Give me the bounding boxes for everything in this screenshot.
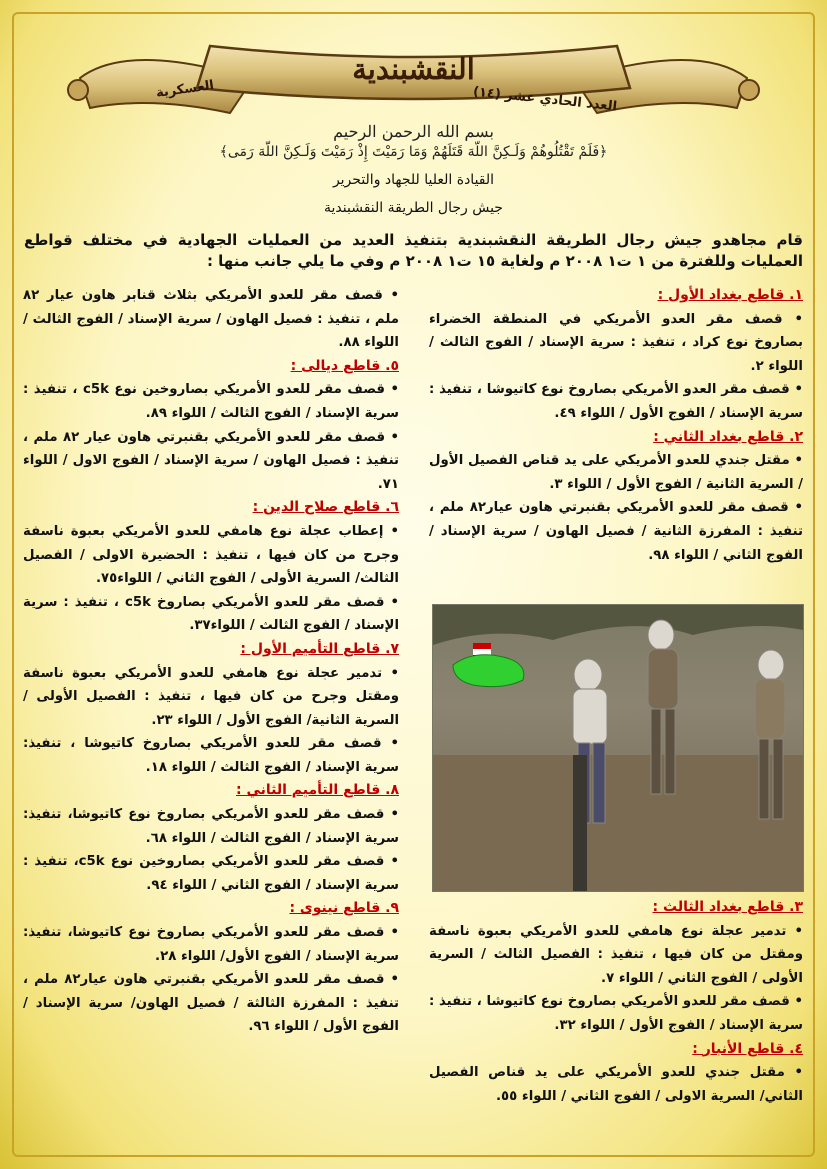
section-title: ١. قاطع بغداد الأول : [657, 287, 803, 303]
operation-item: • قصف مقر للعدو الأمريكي بصاروخين نوع c5k ، تنفيذ : سرية الإسناد / الفوج الثالث / اللواء ٨٩. [23, 378, 399, 425]
section-title: ٤. قاطع الأنبار : [692, 1040, 803, 1057]
operation-item: • قصف مقر للعدو الأمريكي بقنبرتي هاون عيار ٨٢ ملم ، تنفيذ : فصيل الهاون / سرية الإسناد / الفوج الاول / اللواء ٧١. [23, 426, 399, 497]
right-column [429, 284, 803, 567]
operation-item: • قصف مقر للعدو الأمريكي بثلاث قنابر هاون عيار ٨٢ ملم ، تنفيذ : فصيل الهاون / سرية الإسناد / الفوج الثالث / اللواء ٨٨. [23, 284, 399, 355]
basmala: بسم الله الرحمن الرحيم [333, 122, 494, 141]
operation-item: • قصف مقر للعدو الأمريكي بصاروخ نوع كاتيوشا، تنفيذ: سرية الإسناد / الفوج الثالث / اللواء ٦٨. [23, 803, 399, 850]
left-column [23, 284, 399, 1039]
operation-item: • إعطاب عجلة نوع هامفي للعدو الأمريكي بعبوة ناسفة وجرح من كان فيها ، تنفيذ : الحضيرة الاولى / الفصيل الثالث/ السرية الأولى / الفوج الثاني / اللواء٧٥. [23, 520, 399, 591]
operation-item: • قصف مقر للعدو الأمريكي بصاروخ نوع كاتيوشا، تنفيذ: سرية الإسناد / الفوج الأول/ اللواء ٢٨. [23, 921, 399, 968]
issue-number: العدد الحادي عشر (١٤) [472, 84, 618, 115]
operation-item: • قصف مقر للعدو الأمريكي بصاروخ نوع كاتيوشا ، تنفيذ : سرية الإسناد / الفوج الأول / اللواء ٣٢. [429, 990, 803, 1037]
intro-paragraph: قام مجاهدو جيش رجال الطريقة النقشبندية بتنفيذ العديد من العمليات الجهادية في مختلف قواطع العمليات وللفترة من ١ ت١ ٢٠٠٨ م ولغاية ١٥ ت١ ٢٠٠٨ م وفي ما يلي جانب منها : [24, 231, 803, 270]
section-title: ٥. قاطع ديالى : [290, 357, 399, 374]
operation-item: • قصف مقر العدو الأمريكي في المنطقة الخضراء بصاروخ نوع كراد ، تنفيذ : سرية الإسناد / الفوج الثالث / اللواء ٢. [429, 308, 803, 379]
operation-item: • مقتل جندي للعدو الأمريكي على يد قناص الفصيل الثاني/ السرية الاولى / الفوج الثاني / اللواء ٥٥. [429, 1061, 803, 1108]
operation-item: • تدمير عجلة نوع هامفي للعدو الأمريكي بعبوة ناسفة ومقتل من كان فيها ، تنفيذ : الفصيل الثالث / السرية الأولى / الفوج الثاني / اللواء ٧. [429, 920, 803, 991]
photo-illustration [433, 605, 803, 891]
operation-item: • مقتل جندي للعدو الأمريكي على يد قناص الفصيل الأول / السرية الثانية / الفوج الأول / اللواء ٣. [429, 449, 803, 496]
right-column-bottom [429, 896, 803, 1108]
operation-item: • قصف مقر العدو الأمريكي بصاروخ نوع كاتيوشا ، تنفيذ : سرية الإسناد / الفوج الأول / اللواء ٤٩. [429, 378, 803, 425]
operation-item: • قصف مقر للعدو الأمريكي بصاروخين نوع c5k، تنفيذ : سرية الإسناد / الفوج الثاني / اللواء ٩٤. [23, 850, 399, 897]
operation-item: • قصف مقر للعدو الأمريكي بصاروخ c5k ، تنفيذ : سرية الإسناد / الفوج الثالث / اللواء٣٧. [23, 591, 399, 638]
operation-item: • قصف مقر للعدو الأمريكي بقنبرتي هاون عيار٨٢ ملم ، تنفيذ : المفرزة الثالثة / فصيل الهاون/ سرية الإسناد / الفوج الأول / اللواء ٩٦. [23, 968, 399, 1039]
section-title: ٨. قاطع التأميم الثاني : [236, 782, 399, 799]
section-title: ٦. قاطع صلاح الدين : [252, 499, 399, 516]
masthead-title: النقشبندية [352, 52, 475, 86]
section-title: ٩. قاطع نينوى : [289, 900, 399, 917]
section-title: ٧. قاطع التأميم الأول : [240, 640, 399, 657]
quran-verse: ﴿فَلَمْ تَقْتُلُوهُمْ وَلَـكِنَّ اللّهَ قَتَلَهُمْ وَمَا رَمَيْتَ إِذْ رَمَيْتَ وَلَـكِنَّ اللّهَ رَمَى﴾ [219, 144, 608, 160]
operation-item: • قصف مقر للعدو الأمريكي بصاروخ كاتيوشا ، تنفيذ: سرية الإسناد / الفوج الثالث / اللواء ١٨. [23, 732, 399, 779]
masthead-subtitle: العسكرية [155, 78, 215, 101]
command-name: القيادة العليا للجهاد والتحرير [332, 172, 495, 188]
operation-item: • قصف مقر للعدو الأمريكي بقنبرتي هاون عيار٨٢ ملم ، تنفيذ : المفرزة الثانية / فصيل الهاون / سرية الإسناد / الفوج الثاني / اللواء ٩٨. [429, 496, 803, 567]
operation-item: • تدمير عجلة نوع هامفي للعدو الأمريكي بعبوة ناسفة ومقتل وجرح من كان فيها ، تنفيذ : الفصيل الأولى / السرية الثانية/ الفوج الأول / اللواء ٢٣. [23, 662, 399, 733]
section-title: ٣. قاطع بغداد الثالث : [652, 899, 803, 915]
section-title: ٢. قاطع بغداد الثاني : [653, 428, 803, 445]
mortar-team-photo [432, 604, 804, 892]
army-name: جيش رجال الطريقة النقشبندية [324, 200, 503, 216]
